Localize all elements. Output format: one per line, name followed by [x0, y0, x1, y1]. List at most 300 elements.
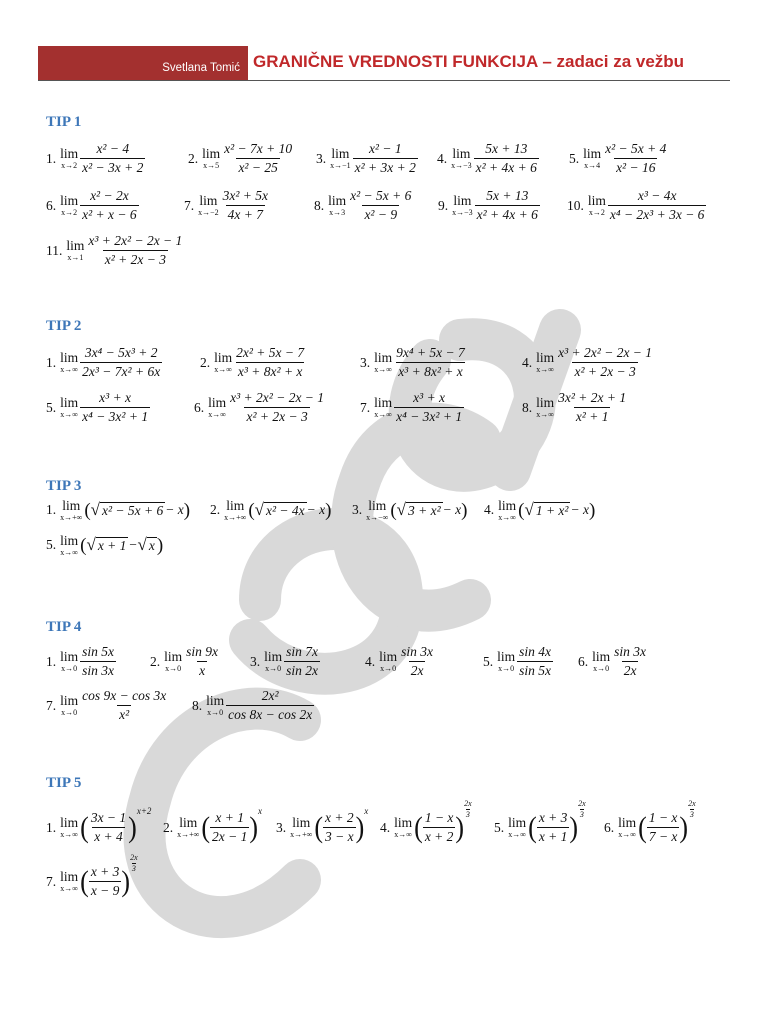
numerator: 1 − x — [424, 810, 454, 825]
problem — [46, 188, 139, 223]
fraction — [353, 141, 418, 176]
limit-word: lim — [498, 498, 517, 513]
fraction — [80, 644, 116, 679]
problem — [150, 644, 220, 679]
left-paren: ( — [390, 499, 397, 521]
left-paren: ( — [248, 499, 255, 521]
limit-subscript: x→4 — [584, 160, 601, 170]
limit-operator — [60, 534, 78, 557]
denominator: sin 2x — [286, 663, 319, 678]
denominator: x² + 2x − 3 — [574, 364, 636, 379]
limit-operator — [588, 194, 606, 217]
limit-operator — [208, 396, 226, 419]
page-title: GRANIČNE VREDNOSTI FUNKCIJA – zadaci za vežbu — [253, 52, 685, 71]
fraction — [80, 345, 162, 380]
problem — [188, 141, 294, 176]
problem-number: 1. — [46, 653, 57, 669]
problem-number: 1. — [46, 354, 57, 370]
fraction — [80, 188, 139, 223]
problem — [360, 390, 464, 425]
fraction — [89, 810, 128, 845]
denominator: sin 5x — [519, 663, 552, 678]
right-paren: ) — [325, 499, 332, 521]
limit-subscript: x→∞ — [394, 829, 412, 839]
denominator: x + 2 — [424, 829, 454, 844]
limit-word: lim — [374, 350, 393, 366]
limit-operator — [60, 396, 78, 419]
limit-word: lim — [60, 693, 79, 709]
limit-subscript: x→3 — [329, 207, 346, 217]
problem — [567, 188, 706, 223]
problem-number: 3. — [352, 502, 363, 518]
exponent-numerator: 2x — [464, 799, 472, 808]
exponent-denominator: 3 — [689, 810, 694, 819]
section-title: TIP 1 — [46, 114, 82, 130]
numerator: 2x² — [261, 688, 279, 703]
denominator: x³ + 8x² + x — [398, 364, 463, 379]
numerator: x³ + x — [413, 390, 446, 405]
fraction — [537, 810, 570, 845]
denominator: x² + 4x + 6 — [475, 160, 537, 175]
problem — [163, 806, 263, 845]
denominator: x⁴ − 3x² + 1 — [82, 409, 149, 424]
problem — [437, 141, 539, 176]
numerator: sin 7x — [286, 644, 319, 659]
expression-rest: − x — [165, 502, 184, 518]
denominator: 7 − x — [648, 829, 678, 844]
problem-number: 5. — [46, 399, 57, 415]
numerator: 5x + 13 — [485, 141, 528, 156]
left-paren: ( — [528, 810, 537, 844]
problem-number: 10. — [567, 197, 584, 213]
radicand: 3 + x² — [408, 502, 441, 518]
numerator: x + 1 — [215, 810, 244, 825]
numerator: x³ + 2x² − 2x − 1 — [230, 390, 325, 405]
numerator: x² − 2x — [90, 188, 129, 203]
fraction — [399, 644, 435, 679]
limit-subscript: x→0 — [498, 663, 515, 673]
problem — [276, 806, 369, 845]
exponent: x+2 — [136, 806, 152, 816]
problem — [569, 141, 668, 176]
limit-subscript: x→2 — [588, 207, 605, 217]
problem — [522, 345, 654, 380]
limit-word: lim — [60, 395, 79, 411]
exponent-numerator: 2x — [130, 853, 138, 862]
denominator: 3 − x — [325, 829, 354, 844]
right-paren: ) — [249, 810, 259, 844]
limit-subscript: x→−2 — [198, 207, 219, 217]
denominator: 2x — [623, 663, 637, 678]
limit-operator — [536, 351, 554, 374]
limit-subscript: x→0 — [207, 707, 224, 717]
problem — [352, 499, 467, 522]
numerator: x³ + 2x² − 2x − 1 — [88, 233, 183, 248]
limit-word: lim — [264, 649, 283, 665]
limit-word: lim — [536, 395, 555, 411]
problem-number: 4. — [380, 819, 391, 835]
limit-operator — [60, 147, 78, 170]
limit-word: lim — [60, 815, 79, 831]
radicand: 1 + x² — [535, 502, 569, 518]
problem-number: 5. — [494, 819, 505, 835]
limit-operator — [536, 396, 554, 419]
expression-rest: − x — [306, 502, 326, 518]
denominator: x² + 2x − 3 — [104, 252, 166, 267]
problem-number: 3. — [316, 150, 327, 166]
numerator: sin 4x — [519, 644, 552, 659]
fraction — [221, 188, 270, 223]
left-paren: ( — [80, 864, 89, 898]
limit-word: lim — [60, 350, 79, 366]
limit-word: lim — [453, 193, 472, 209]
problem — [200, 345, 306, 380]
problem-number: 4. — [484, 502, 495, 518]
limit-subscript: x→∞ — [60, 364, 78, 374]
limit-operator — [452, 194, 473, 217]
denominator: x² + 3x + 2 — [354, 160, 416, 175]
problem — [365, 644, 435, 679]
fraction — [80, 141, 145, 176]
problem — [46, 806, 152, 845]
limit-subscript: x→∞ — [536, 409, 554, 419]
fraction — [556, 345, 654, 380]
denominator: x² − 25 — [238, 160, 278, 175]
limit-word: lim — [508, 815, 527, 831]
fraction — [226, 688, 314, 723]
limit-operator — [66, 239, 84, 262]
numerator: 1 − x — [648, 810, 678, 825]
denominator: x² + 2x − 3 — [246, 409, 308, 424]
denominator: x — [199, 663, 206, 678]
numerator: x + 3 — [538, 810, 568, 825]
numerator: 3x − 1 — [90, 810, 127, 825]
fraction — [612, 644, 648, 679]
fraction — [80, 390, 150, 425]
numerator: 3x² + 5x — [222, 188, 269, 203]
limit-subscript: x→∞ — [214, 364, 232, 374]
exponent-fraction — [688, 800, 696, 819]
limit-word: lim — [592, 649, 611, 665]
sqrt-symbol: √ — [90, 500, 101, 520]
radicand: x + 1 — [97, 537, 127, 553]
limit-word: lim — [60, 649, 79, 665]
problem-number: 2. — [200, 354, 211, 370]
left-paren: ( — [80, 534, 87, 556]
fraction — [89, 864, 122, 899]
fraction — [608, 188, 707, 223]
problem-number: 11. — [46, 242, 63, 258]
problem-number: 7. — [360, 399, 371, 415]
limit-operator — [198, 194, 219, 217]
fraction — [423, 810, 456, 845]
problem — [604, 799, 696, 845]
denominator: 2x — [410, 663, 424, 678]
problem-number: 7. — [46, 697, 57, 713]
denominator: cos 8x − cos 2x — [228, 707, 313, 722]
expression-rest: − x — [570, 502, 589, 518]
problem — [46, 499, 190, 522]
problem — [192, 688, 314, 723]
limit-operator — [60, 351, 78, 374]
denominator: x² — [119, 707, 130, 722]
fraction — [517, 644, 553, 679]
author-name: Svetlana Tomić — [162, 62, 240, 74]
fraction — [284, 644, 320, 679]
problem-number: 2. — [150, 653, 161, 669]
denominator: x² − 9 — [364, 207, 398, 222]
fraction — [80, 688, 168, 723]
limit-subscript: x→0 — [593, 663, 610, 673]
limit-subscript: x→−∞ — [366, 512, 389, 522]
numerator: x + 2 — [325, 810, 354, 825]
limit-word: lim — [206, 693, 225, 709]
problem — [46, 534, 163, 557]
right-paren: ) — [588, 499, 596, 521]
problem — [46, 644, 116, 679]
fraction — [394, 390, 464, 425]
author-box — [38, 46, 248, 80]
denominator: 2x³ − 7x² + 6x — [82, 364, 161, 379]
denominator: x − 9 — [90, 883, 120, 898]
problem-number: 2. — [210, 502, 221, 518]
numerator: x² − 1 — [368, 141, 402, 156]
fraction — [474, 141, 539, 176]
limit-operator — [164, 650, 182, 673]
problem-number: 1. — [46, 150, 57, 166]
page-header — [38, 46, 730, 82]
problem-number: 6. — [604, 819, 615, 835]
limit-subscript: x→∞ — [618, 829, 636, 839]
limit-word: lim — [583, 146, 602, 162]
problem — [46, 688, 168, 723]
expression-rest: − x — [442, 502, 462, 518]
exponent-numerator: 2x — [578, 799, 586, 808]
fraction — [323, 810, 356, 845]
limit-operator — [202, 147, 220, 170]
sqrt-symbol: √ — [254, 500, 265, 520]
problem — [316, 141, 418, 176]
limit-operator — [177, 816, 199, 839]
sqrt-symbol: √ — [396, 500, 407, 520]
limit-word: lim — [179, 815, 198, 831]
limit-operator — [328, 194, 346, 217]
limit-operator — [374, 396, 392, 419]
numerator: 3x² + 2x + 1 — [558, 390, 627, 405]
limit-operator — [451, 147, 472, 170]
problem-number: 6. — [46, 197, 57, 213]
limit-word: lim — [208, 395, 227, 411]
problem-number: 6. — [194, 399, 205, 415]
fraction — [475, 188, 540, 223]
numerator: x³ + x — [99, 390, 132, 405]
limit-subscript: x→0 — [265, 663, 282, 673]
fraction — [184, 644, 220, 679]
limit-subscript: x→1 — [67, 252, 84, 262]
exponent-numerator: 2x — [688, 799, 696, 808]
problem-number: 7. — [46, 873, 57, 889]
exponent-denominator: 3 — [465, 810, 470, 819]
problem-number: 5. — [569, 150, 580, 166]
limit-subscript: x→0 — [61, 707, 78, 717]
limit-operator — [498, 499, 516, 522]
limit-subscript: x→−1 — [330, 160, 351, 170]
numerator: sin 3x — [401, 644, 434, 659]
limit-operator — [379, 650, 397, 673]
limit-word: lim — [368, 498, 387, 513]
fraction — [556, 390, 628, 425]
left-paren: ( — [80, 810, 89, 844]
fraction — [234, 345, 306, 380]
limit-word: lim — [202, 146, 221, 162]
limit-operator — [374, 351, 392, 374]
limit-word: lim — [199, 193, 218, 209]
numerator: sin 9x — [186, 644, 219, 659]
problem — [46, 853, 138, 899]
limit-subscript: x→+∞ — [290, 829, 313, 839]
limit-subscript: x→−3 — [452, 207, 473, 217]
numerator: x² − 5x + 4 — [605, 141, 667, 156]
limit-word: lim — [164, 649, 183, 665]
fraction — [603, 141, 668, 176]
problem-number: 5. — [483, 653, 494, 669]
limit-operator — [60, 499, 82, 522]
problem-number: 3. — [276, 819, 287, 835]
section-title: TIP 5 — [46, 775, 82, 791]
numerator: 5x + 13 — [486, 188, 529, 203]
left-paren: ( — [201, 810, 211, 844]
limit-operator — [214, 351, 232, 374]
problem — [483, 644, 553, 679]
right-paren: ) — [121, 864, 131, 898]
problem-number: 9. — [438, 197, 449, 213]
limit-subscript: x→+∞ — [177, 829, 200, 839]
denominator: 4x + 7 — [227, 207, 264, 222]
right-paren: ) — [128, 810, 137, 844]
problem-number: 4. — [365, 653, 376, 669]
problem — [46, 345, 162, 380]
numerator: x + 3 — [90, 864, 120, 879]
limit-word: lim — [452, 146, 471, 162]
limit-subscript: x→∞ — [208, 409, 226, 419]
left-paren: ( — [314, 810, 324, 844]
limit-subscript: x→5 — [203, 160, 220, 170]
limit-word: lim — [66, 238, 85, 254]
fraction — [647, 810, 680, 845]
exponent-fraction — [578, 800, 586, 819]
limit-word: lim — [536, 350, 555, 366]
problem — [484, 499, 595, 522]
limit-word: lim — [394, 815, 413, 831]
limit-word: lim — [374, 395, 393, 411]
problem — [46, 233, 184, 268]
sqrt-symbol: √ — [137, 535, 147, 555]
denominator: x + 1 — [538, 829, 568, 844]
problem-number: 3. — [250, 653, 261, 669]
denominator: x² − 16 — [616, 160, 656, 175]
problem-number: 7. — [184, 197, 195, 213]
right-paren: ) — [461, 499, 468, 521]
limit-subscript: x→+∞ — [224, 512, 247, 522]
numerator: x³ + 2x² − 2x − 1 — [558, 345, 653, 360]
problem — [210, 499, 331, 522]
limit-operator — [60, 650, 78, 673]
problem — [46, 390, 150, 425]
limit-subscript: x→∞ — [374, 409, 392, 419]
limit-subscript: x→∞ — [374, 364, 392, 374]
right-paren: ) — [569, 810, 579, 844]
limit-word: lim — [587, 193, 606, 209]
problem — [438, 188, 540, 223]
left-paren: ( — [638, 810, 647, 844]
radicand: x² − 5x + 6 — [102, 502, 164, 518]
limit-word: lim — [497, 649, 516, 665]
numerator: x² − 4 — [96, 141, 130, 156]
limit-subscript: x→∞ — [536, 364, 554, 374]
right-paren: ) — [355, 810, 365, 844]
limit-word: lim — [226, 498, 245, 513]
denominator: 2x − 1 — [212, 829, 248, 844]
radicand: x — [148, 537, 155, 553]
numerator: x² − 7x + 10 — [224, 141, 293, 156]
exponent-fraction — [464, 800, 472, 819]
numerator: 9x⁴ + 5x − 7 — [396, 345, 465, 360]
exponent-denominator: 3 — [579, 810, 584, 819]
limit-operator — [264, 650, 282, 673]
header-divider — [38, 80, 730, 81]
denominator: x³ + 8x² + x — [237, 364, 303, 379]
fraction — [222, 141, 294, 176]
problem-number: 4. — [522, 354, 533, 370]
right-paren: ) — [679, 810, 689, 844]
limit-word: lim — [292, 815, 311, 831]
limit-operator — [290, 816, 312, 839]
limit-operator — [60, 816, 78, 839]
section-title: TIP 3 — [46, 478, 82, 494]
fraction — [348, 188, 413, 223]
numerator: x² − 5x + 6 — [350, 188, 412, 203]
denominator: x² − 3x + 2 — [82, 160, 144, 175]
denominator: x² + 1 — [575, 409, 609, 424]
denominator: sin 3x — [82, 663, 115, 678]
denominator: x² + 4x + 6 — [476, 207, 538, 222]
denominator: x⁴ − 2x³ + 3x − 6 — [609, 207, 705, 222]
limit-operator — [60, 194, 78, 217]
problem — [360, 345, 467, 380]
denominator: x² + x − 6 — [82, 207, 137, 222]
sqrt-symbol: √ — [86, 535, 96, 555]
numerator: cos 9x − cos 3x — [82, 688, 167, 703]
limit-subscript: x→2 — [61, 160, 78, 170]
problem — [184, 188, 270, 223]
limit-operator — [330, 147, 351, 170]
fraction — [86, 233, 184, 268]
problem-number: 8. — [522, 399, 533, 415]
problem-number: 5. — [46, 537, 57, 553]
numerator: sin 5x — [82, 644, 115, 659]
minus-sign: − — [128, 537, 138, 553]
problem-number: 1. — [46, 819, 57, 835]
limit-word: lim — [60, 146, 79, 162]
left-paren: ( — [518, 499, 525, 521]
problem-number: 2. — [163, 819, 174, 835]
problem — [314, 188, 413, 223]
limit-subscript: x→0 — [380, 663, 397, 673]
limit-subscript: x→∞ — [60, 883, 78, 893]
limit-subscript: x→∞ — [60, 409, 78, 419]
exponent: x — [364, 806, 369, 816]
limit-operator — [206, 694, 224, 717]
